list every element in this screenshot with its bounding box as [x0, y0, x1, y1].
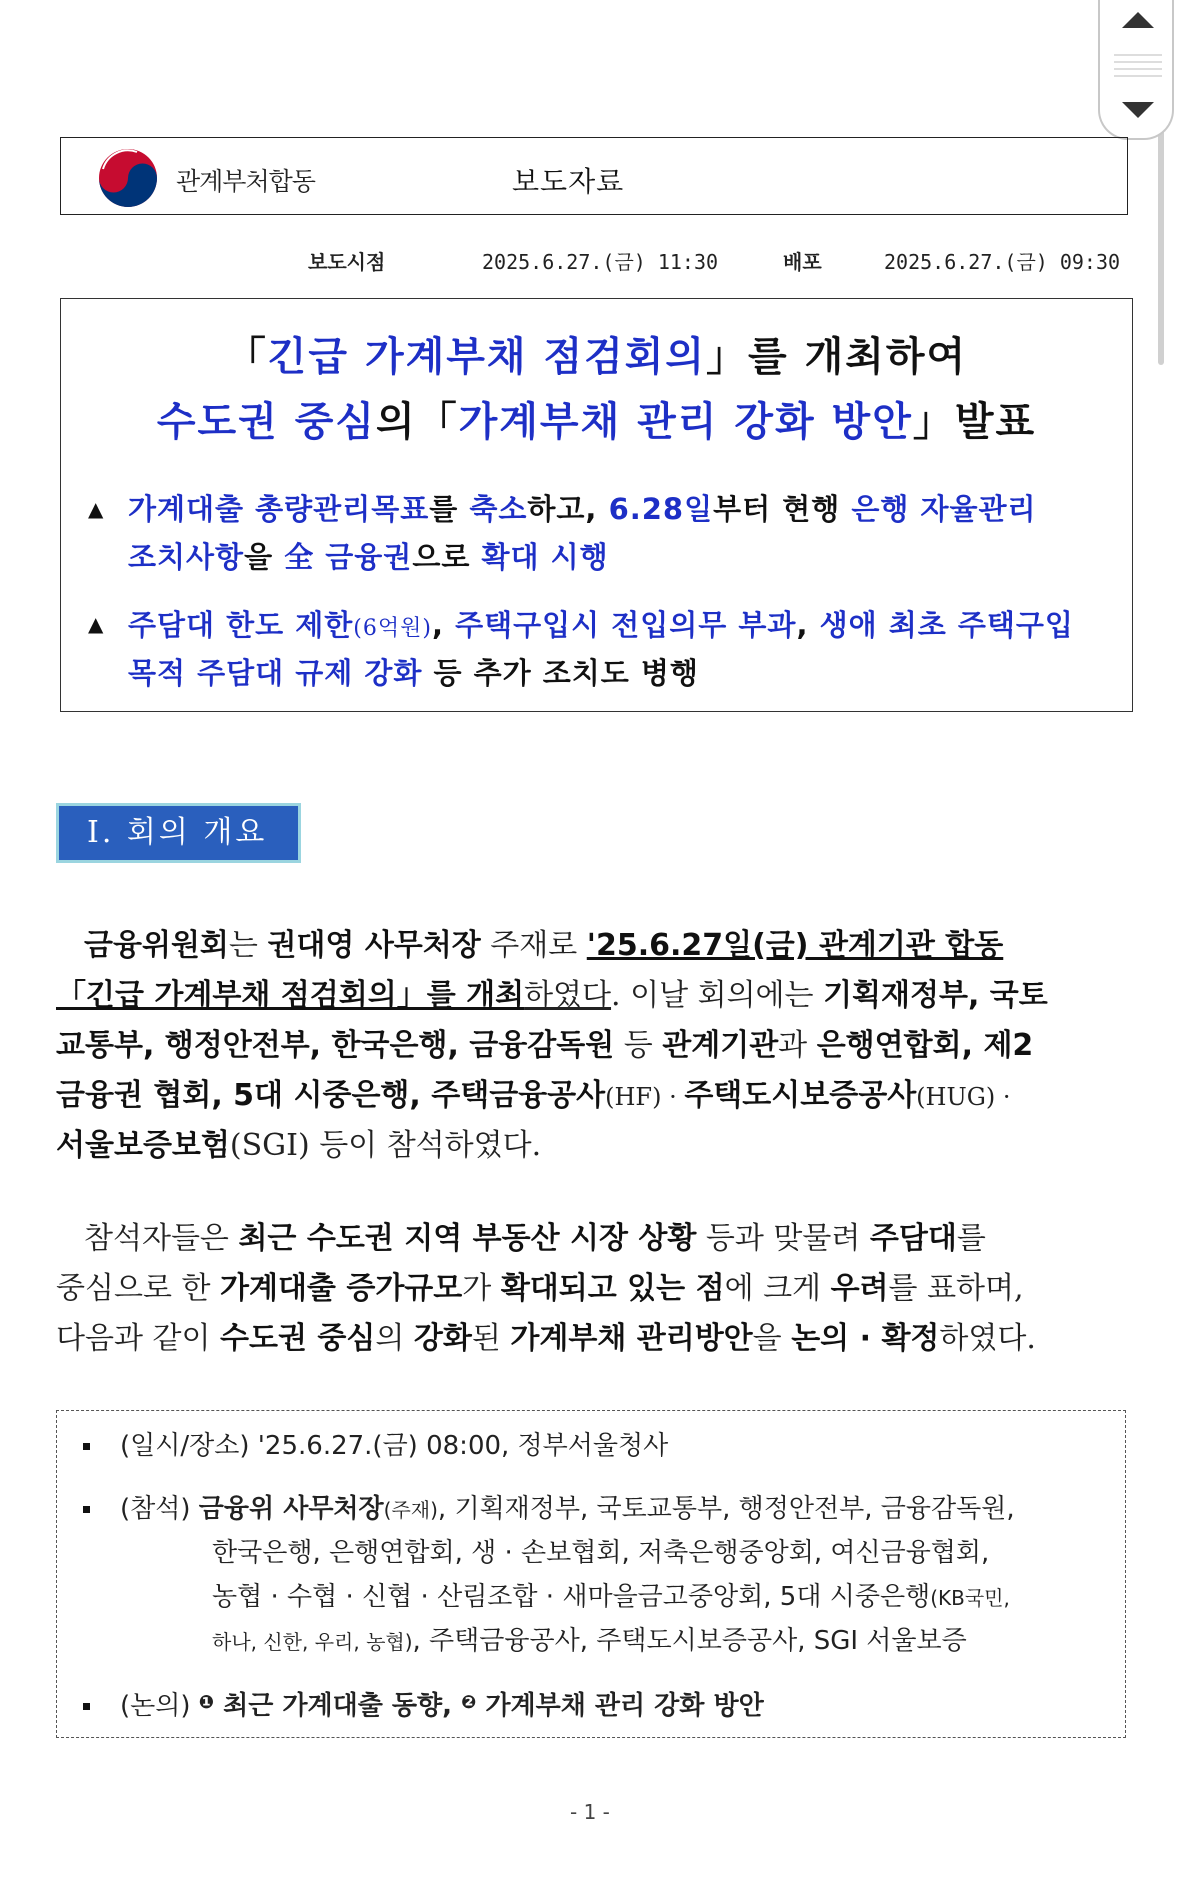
bullet-marker: ▲ [88, 497, 104, 521]
square-bullet-icon [83, 1703, 90, 1710]
headline-line-1 [60, 325, 1133, 382]
info-item-attendees-line-4: 하나, 신한, 우리, 농협), 주택금융공사, 주택도시보증공사, SGI 서울보증 [212, 1626, 967, 1656]
square-bullet-icon [83, 1506, 90, 1513]
info-item-attendees-line-3: 농협 · 수협 · 신협 · 산림조합 · 새마을금고중앙회, 5대 시중은행(KB국민, [212, 1582, 1010, 1612]
summary-bullet-2-line-2 [128, 651, 699, 692]
scroll-down-icon[interactable] [1122, 102, 1154, 118]
bullet-segment: 등 추가 조치도 병행 [422, 656, 699, 690]
info-item-date-place: (일시/장소) '25.6.27.(금) 08:00, 정부서울청사 [83, 1425, 668, 1462]
bullet-segment: 은행 자율관리 [851, 492, 1037, 526]
summary-bullet-1-line-2 [128, 535, 609, 576]
bullet-segment: 확대 시행 [481, 540, 609, 574]
bullet-segment: 주담대 한도 제한 [128, 608, 354, 642]
paragraph-2-line-1: 참석자들은 최근 수도권 지역 부동산 시장 상황 등과 맞물려 주담대를 [84, 1221, 986, 1256]
info-item-agenda: (논의) $^❶$ 최근 가계대출 동향, $^❷$ 가계부채 관리 강화 방안 [83, 1685, 764, 1722]
bullet-segment: 을 [244, 540, 285, 574]
paragraph-1-line-2: 「긴급 가계부채 점검회의」를 개최하였다. 이날 회의에는 기획재정부, 국토 [56, 978, 1048, 1013]
summary-bullet-1-line-1 [128, 487, 1037, 528]
bullet-segment: 하고, [527, 492, 609, 526]
bullet-segment: 6.28일 [608, 492, 714, 526]
page-scroll-control[interactable] [1098, 0, 1174, 140]
document-type: 보도자료 [512, 165, 625, 198]
headline-meeting-name: 긴급 가계부채 점검회의 [267, 334, 707, 380]
distribution-label: 배포 [783, 250, 822, 274]
info-item-attendees-line-1: (참석) 금융위 사무처장(주재), 기획재정부, 국토교통부, 행정안전부, 금융감독원, [83, 1488, 1015, 1525]
bullet-segment: 全 금융권 [284, 540, 413, 574]
bullet-segment: , [431, 608, 456, 642]
bullet-segment: 가계대출 총량관리목표 [128, 492, 430, 526]
headline-connector: 의「 [376, 399, 459, 445]
headline-capital-area: 수도권 중심 [156, 399, 377, 445]
summary-bullet-2-line-1 [128, 603, 1074, 644]
bullet-segment: 를 [429, 492, 470, 526]
release-time-value: 2025.6.27.(금) 11:30 [482, 250, 719, 274]
paragraph-1-line-4: 금융권 협회, 5대 시중은행, 주택금융공사(HF) · 주택도시보증공사(HUG) · [56, 1078, 1011, 1113]
bullet-segment: (6억원) [353, 616, 432, 641]
headline-bracket: 「 [225, 334, 268, 380]
bullet-segment: 부터 현행 [713, 492, 852, 526]
paragraph-2-line-2: 중심으로 한 가계대출 증가규모가 확대되고 있는 점에 크게 우려를 표하며, [56, 1271, 1024, 1306]
bullet-segment: 생애 최초 주택구입 [819, 608, 1074, 642]
bullet-segment: , [796, 608, 820, 642]
scroll-arrows [1100, 0, 1176, 140]
headline-announce: 」발표 [912, 399, 1037, 445]
bullet-segment: 주택구입시 전입의무 부과 [455, 608, 797, 642]
bullet-segment: 으로 [412, 540, 482, 574]
info-item-attendees-line-2: 한국은행, 은행연합회, 생 · 손보협회, 저축은행중앙회, 여신금융협회, [212, 1538, 990, 1568]
paragraph-2-line-3: 다음과 같이 수도권 중심의 강화된 가계부채 관리방안을 논의 · 확정하였다. [56, 1321, 1036, 1356]
bullet-segment: 조치사항 [128, 540, 245, 574]
bullet-marker: ▲ [88, 612, 104, 636]
scroll-up-icon[interactable] [1122, 12, 1154, 28]
headline-plan-name: 가계부채 관리 강화 방안 [458, 399, 913, 445]
release-time-label: 보도시점 [308, 250, 386, 274]
paragraph-1-line-3: 교통부, 행정안전부, 한국은행, 금융감독원 등 관계기관과 은행연합회, 제2 [56, 1028, 1034, 1063]
headline-line-2 [60, 390, 1133, 447]
paragraph-1-line-1: 금융위원회는 권대영 사무처장 주재로 '25.6.27일(금) 관계기관 합동 [84, 928, 1004, 963]
agency-name: 관계부처합동 [176, 167, 315, 196]
distribution-value: 2025.6.27.(금) 09:30 [884, 250, 1121, 274]
paragraph-1-line-5: 서울보증보험(SGI) 등이 참석하였다. [56, 1128, 542, 1163]
headline-suffix: 」를 개최하여 [706, 334, 968, 380]
government-logo-icon [97, 147, 159, 209]
section-heading: Ⅰ. 회의 개요 [56, 803, 301, 863]
bullet-segment: 목적 주담대 규제 강화 [128, 656, 423, 690]
page-number: - 1 - [570, 1800, 610, 1824]
bullet-segment: 축소 [469, 492, 528, 526]
square-bullet-icon [83, 1443, 90, 1450]
